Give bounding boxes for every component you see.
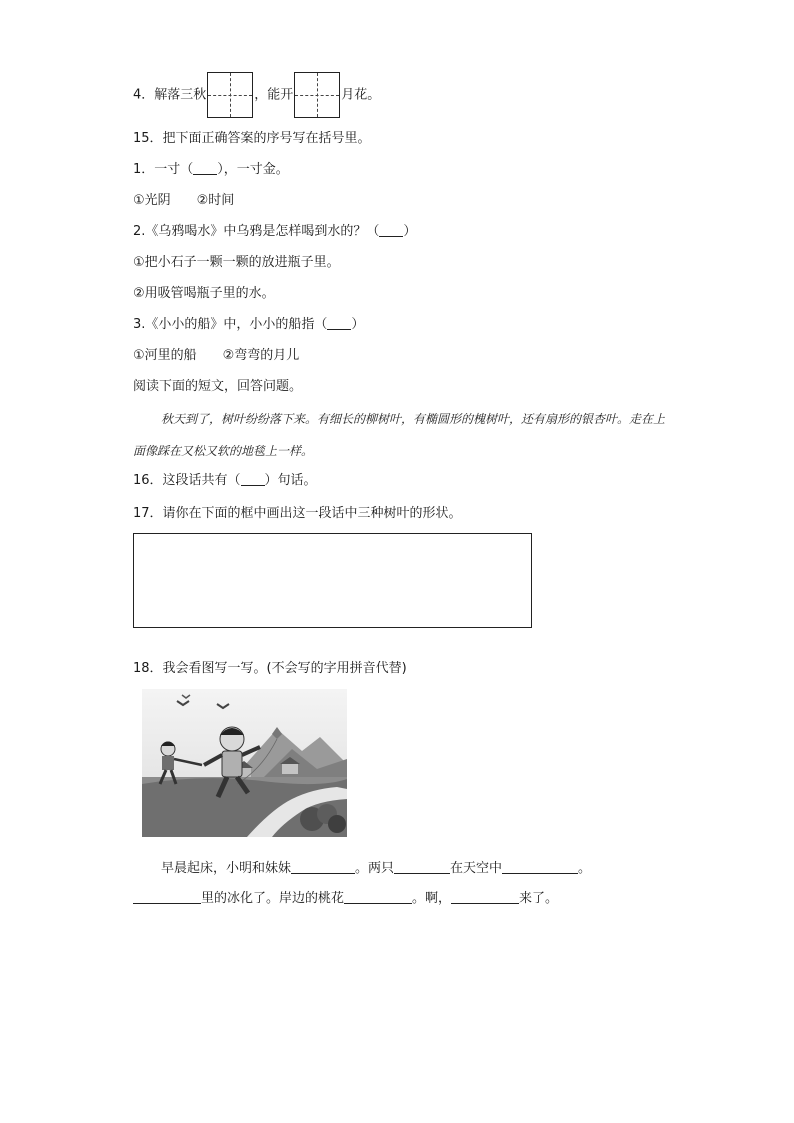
fill-blank-5[interactable]	[344, 889, 412, 904]
q18-line1-text-3: 在天空中	[450, 861, 503, 876]
option-1: ①光阴	[133, 193, 171, 208]
q15-item-3-options	[133, 347, 299, 365]
q18-line1-text-2: 。两只	[355, 861, 395, 876]
q15-item-3	[133, 316, 364, 334]
q14-middle: ，能开	[254, 87, 294, 103]
q18-line-2	[133, 889, 558, 908]
drawing-box[interactable]	[133, 533, 532, 628]
fill-blank-3[interactable]	[502, 859, 578, 874]
reading-instruction: 阅读下面的短文，回答问题。	[133, 379, 303, 394]
q16-stem-a: 16．这段话共有（	[133, 473, 241, 488]
q18-line2-text-3: 来了。	[519, 891, 559, 906]
q18-line1-text-4: 。	[578, 861, 592, 876]
question-16	[133, 472, 317, 490]
illustration-image	[142, 689, 347, 837]
fill-blank-4[interactable]	[133, 889, 201, 904]
question-14	[133, 72, 380, 118]
answer-blank[interactable]	[241, 472, 265, 486]
q15-item-2-stem-a: 2.《乌鸦喝水》中乌鸦是怎样喝到水的？（	[133, 224, 380, 239]
option-2: ②弯弯的月儿	[222, 348, 300, 363]
answer-blank[interactable]	[379, 223, 403, 237]
q15-item-3-stem-b: ）	[351, 317, 365, 332]
answer-blank[interactable]	[327, 316, 351, 330]
question-15-title: 15．把下面正确答案的序号写在括号里。	[133, 131, 371, 146]
q15-item-1-stem-b: ），一寸金。	[217, 162, 289, 177]
q18-line2-text-1: 里的冰化了。岸边的桃花	[201, 891, 345, 906]
illustration-spring-scene	[142, 689, 347, 837]
reading-passage: 秋天到了，树叶纷纷落下来。有细长的柳树叶，有椭圆形的槐树叶，还有扇形的银杏叶。走在上面像踩在又松又软的地毯上一样。	[133, 412, 666, 458]
answer-blank[interactable]	[193, 161, 217, 175]
q18-line1-text-1: 早晨起床，小明和妹妹	[161, 861, 292, 876]
q14-prefix: 4．解落三秋	[133, 87, 207, 103]
q15-item-2-option-2: ②用吸管喝瓶子里的水。	[133, 286, 275, 301]
tianzige-box-1[interactable]	[207, 72, 253, 118]
fill-blank-1[interactable]	[291, 859, 355, 874]
q16-stem-b: ）句话。	[264, 473, 317, 488]
q14-suffix: 月花。	[341, 87, 381, 103]
q15-item-1	[133, 161, 289, 179]
q18-line2-text-2: 。啊，	[412, 891, 452, 906]
tianzige-box-2[interactable]	[294, 72, 340, 118]
option-2: ②时间	[196, 193, 235, 208]
q15-item-2	[133, 223, 416, 241]
q15-item-2-option-1: ①把小石子一颗一颗的放进瓶子里。	[133, 255, 340, 270]
question-17: 17．请你在下面的框中画出这一段话中三种树叶的形状。	[133, 506, 462, 521]
q15-item-1-options	[133, 192, 234, 210]
question-18-title: 18．我会看图写一写。(不会写的字用拼音代替)	[133, 661, 407, 676]
q18-line-1	[161, 859, 591, 878]
q15-item-1-stem-a: 1．一寸（	[133, 162, 194, 177]
fill-blank-2[interactable]	[394, 859, 450, 874]
q15-item-3-stem-a: 3.《小小的船》中，小小的船指（	[133, 317, 328, 332]
option-1: ①河里的船	[133, 348, 197, 363]
q15-item-2-stem-b: ）	[403, 224, 417, 239]
fill-blank-6[interactable]	[451, 889, 519, 904]
